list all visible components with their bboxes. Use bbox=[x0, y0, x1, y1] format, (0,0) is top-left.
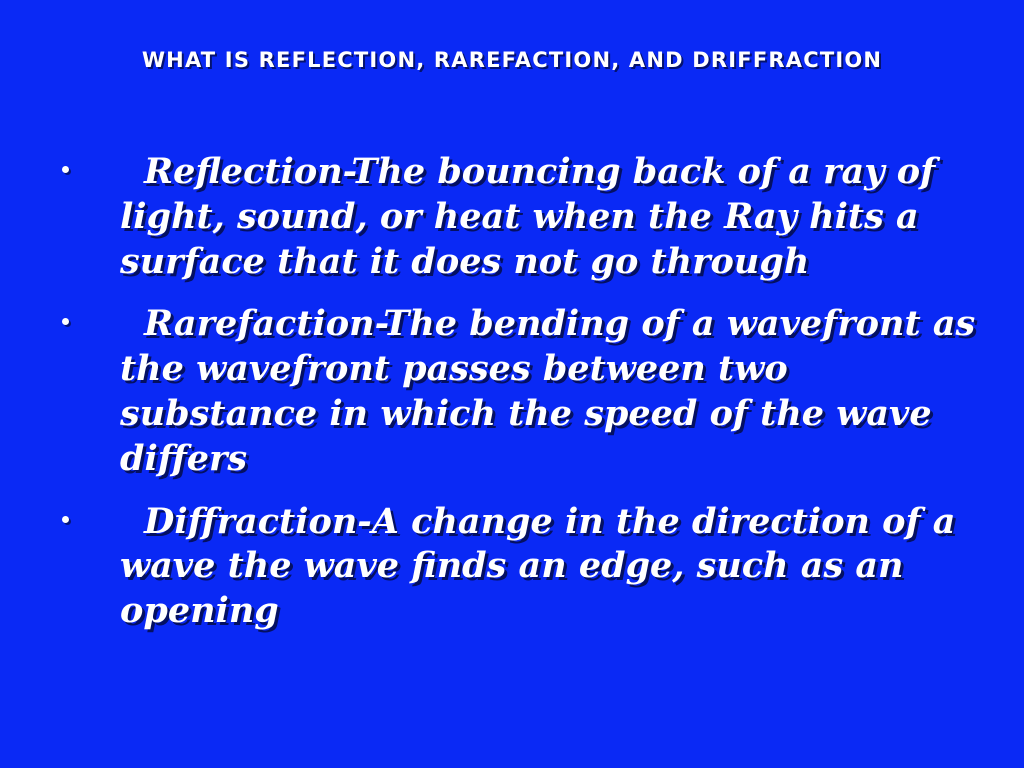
bullet-text: Rarefaction-The bending of a wavefront as the wavefront passes between two substance in which the speed of the wave differs bbox=[120, 303, 976, 479]
bullet-dot-icon bbox=[62, 166, 69, 173]
bullet-dot-icon bbox=[62, 318, 69, 325]
list-item bbox=[48, 500, 978, 634]
list-item bbox=[48, 150, 978, 284]
list-item bbox=[48, 302, 978, 481]
bullet-text: Diffraction-A change in the direction of a wave the wave finds an edge, such as an opening bbox=[120, 500, 956, 632]
bullet-dot-icon bbox=[62, 516, 69, 523]
slide-title: WHAT IS REFLECTION, RAREFACTION, AND DRIFFRACTION bbox=[141, 48, 883, 72]
bullet-text: Reflection-The bouncing back of a ray of light, sound, or heat when the Ray hits a surface that it does not go through bbox=[120, 151, 936, 282]
bullet-list bbox=[48, 150, 978, 652]
